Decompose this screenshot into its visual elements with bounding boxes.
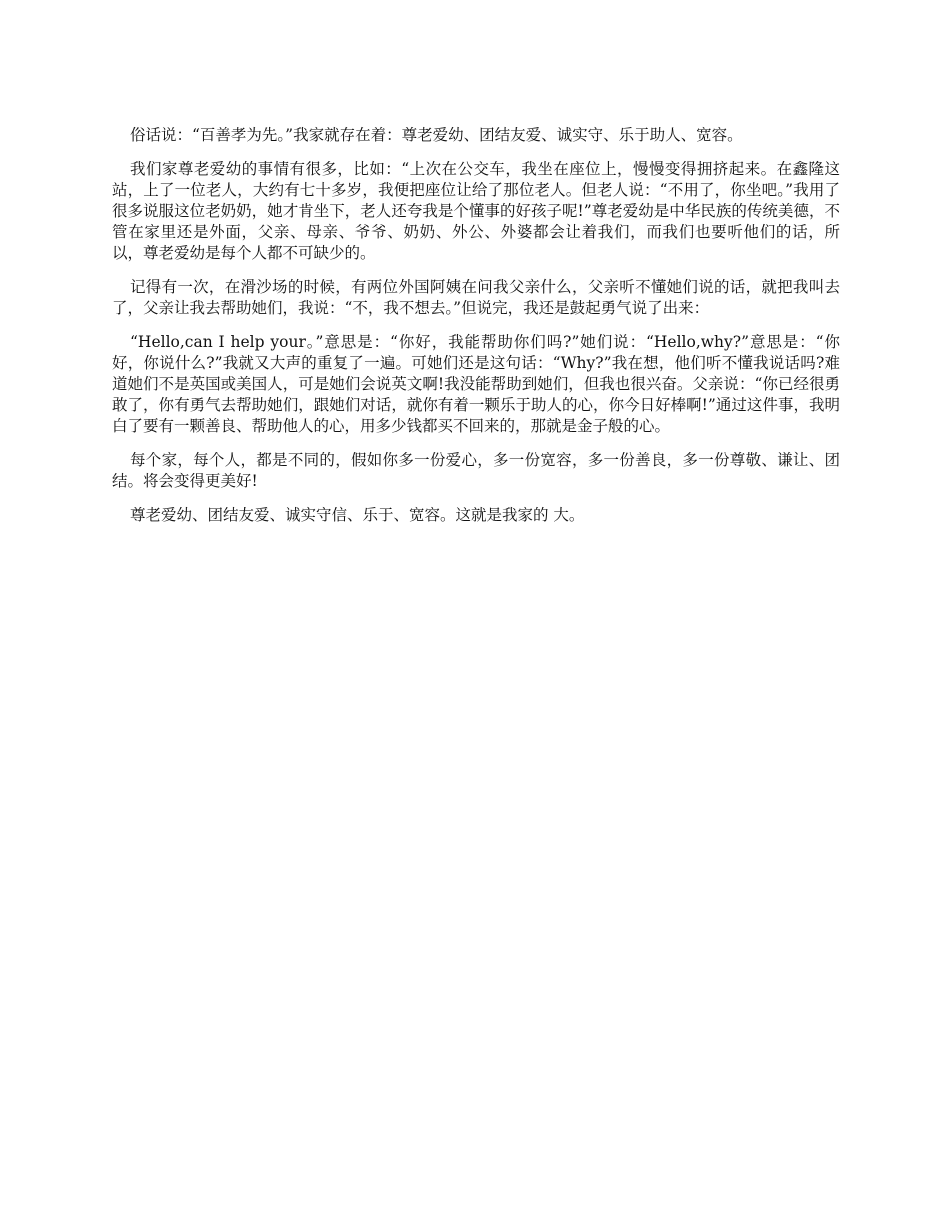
paragraph-6: 尊老爱幼、团结友爱、诚实守信、乐于、宽容。这就是我家的 大。 bbox=[130, 506, 585, 524]
paragraph-4: “Hello,can I help your。”意思是：“你好，我能帮助你们吗?”她们说：“Hello,why?”意思是：“你好，你说什么?”我就又大声的重复了一遍。可她们还是这句话：“Why?”我在想，他们听不懂我说话吗?难道她们不是英国或美国人，可是她们会说英文啊!我没能帮助到她们，但我也很兴奋。父亲说：“你已经很勇敢了，你有勇气去帮助她们，跟她们对话，就你有着一颗乐于助人的心，你今日好棒啊!”通过这件事，我明白了要有一颗善良、帮助他人的心，用多少钱都买不回来的，那就是金子般的心。 bbox=[112, 333, 840, 435]
paragraph-3: 记得有一次，在滑沙场的时候，有两位外国阿姨在问我父亲什么，父亲听不懂她们说的话，就把我叫去了，父亲让我去帮助她们，我说：“不，我不想去。”但说完，我还是鼓起勇气说了出来： bbox=[112, 278, 840, 317]
paragraph-5: 每个家，每个人，都是不同的，假如你多一份爱心，多一份宽容，多一份善良，多一份尊敬、谦让、团结。将会变得更美好! bbox=[112, 451, 840, 490]
paragraph-2: 我们家尊老爱幼的事情有很多，比如：“上次在公交车，我坐在座位上，慢慢变得拥挤起来。在鑫隆这站，上了一位老人，大约有七十多岁，我便把座位让给了那位老人。但老人说：“不用了，你坐吧。”我用了很多说服这位老奶奶，她才肯坐下，老人还夸我是个懂事的好孩子呢!”尊老爱幼是中华民族的传统美德，不管在家里还是外面，父亲、母亲、爷爷、奶奶、外公、外婆都会让着我们，而我们也要听他们的话，所以，尊老爱幼是每个人都不可缺少的。 bbox=[112, 160, 840, 262]
paragraph-1: 俗话说：“百善孝为先。”我家就存在着：尊老爱幼、团结友爱、诚实守、乐于助人、宽容。 bbox=[130, 126, 743, 144]
document-body bbox=[112, 125, 840, 539]
